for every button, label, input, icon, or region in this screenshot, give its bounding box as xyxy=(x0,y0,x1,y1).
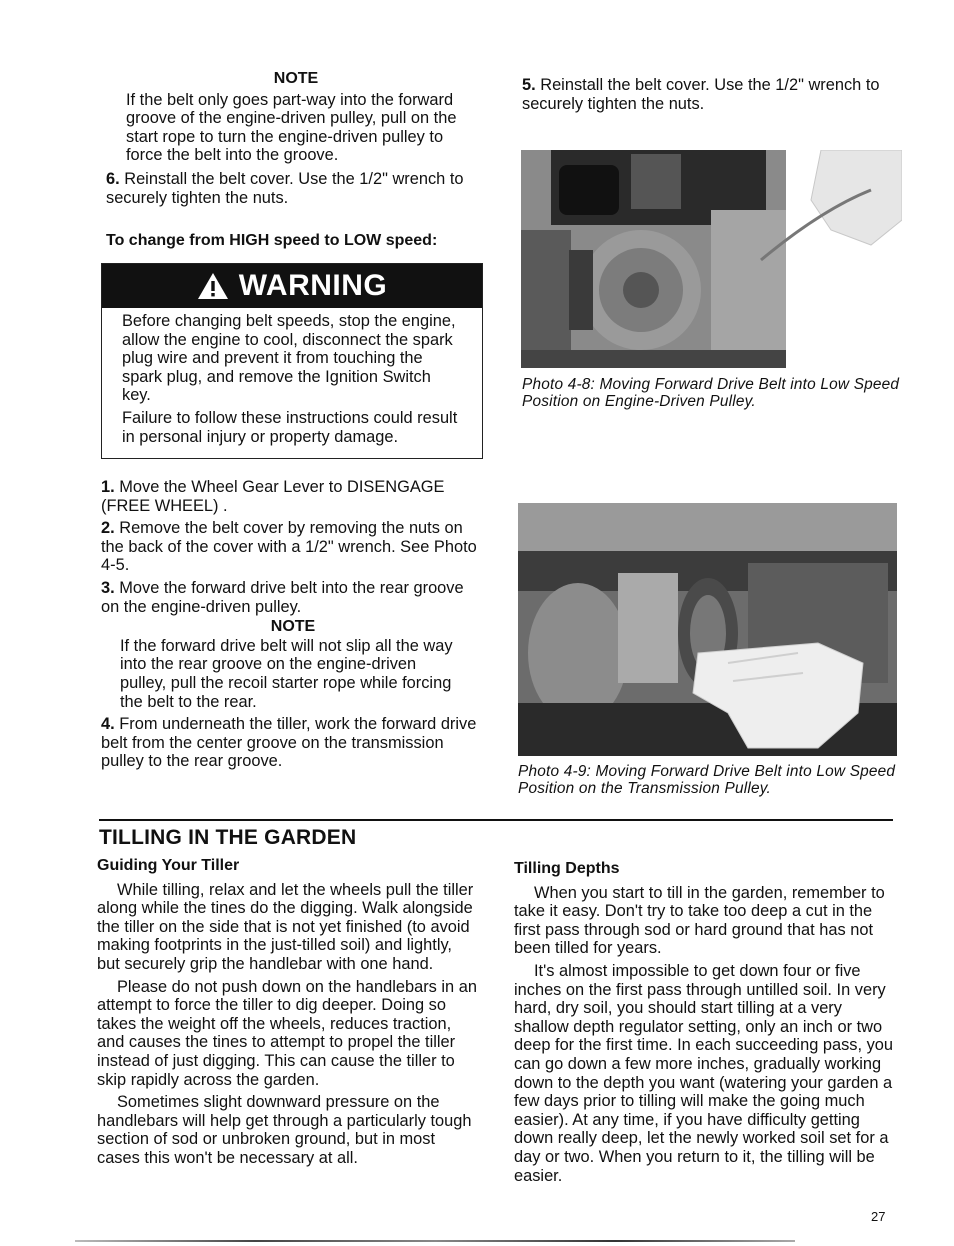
step-body: Move the Wheel Gear Lever to DISENGAGE (FREE WHEEL) . xyxy=(101,478,445,515)
warning-text-1: Before changing belt speeds, stop the engine, allow the engine to cool, disconnect the spark plug wire and prevent it from touching the spark plug, and remove the Ignition Switch key. xyxy=(122,312,456,405)
note-heading: NOTE xyxy=(270,618,316,636)
step-text xyxy=(522,76,906,113)
depths-paragraph-1: When you start to till in the garden, remember to take it easy. Don't try to take too deep a cut in the first pass through sod or hard ground that has not been tilled for years. xyxy=(514,883,885,958)
step-body: Reinstall the belt cover. Use the 1/2" wrench to securely tighten the nuts. xyxy=(522,76,880,113)
step-4 xyxy=(101,715,485,771)
steps-list xyxy=(101,478,485,771)
step-body: From underneath the tiller, work the forward drive belt from the center groove on the transmission pulley to the rear groove. xyxy=(101,715,477,771)
warning-box xyxy=(101,263,483,459)
warning-title: WARNING xyxy=(238,268,388,302)
step-number: 5. xyxy=(522,76,536,94)
guiding-paragraph-1: While tilling, relax and let the wheels pull the tiller along while the tines do the digging. Walk alongside the tiller on the side that is not yet finished (to avoid making footprints in the just-tilled soil) and lightly, but securely grip the handlebar with one hand. xyxy=(97,880,474,973)
photo-4-8-caption: Photo 4-8: Moving Forward Drive Belt into Low Speed Position on Engine-Driven Pulley. xyxy=(522,376,900,410)
step-5 xyxy=(522,76,906,113)
step-text xyxy=(106,170,488,207)
warning-banner xyxy=(102,264,482,308)
photo-4-8-engine-pulley xyxy=(521,150,902,368)
photo-4-9-transmission-pulley xyxy=(518,503,897,756)
depths-column xyxy=(514,860,894,1185)
step-number: 1. xyxy=(101,478,115,496)
guiding-paragraph-2: Please do not push down on the handlebars in an attempt to force the tiller to dig deeper. Doing so takes the weight off the wheels, reduces traction, and causes the tines to attempt to propel the tiller instead of just digging. This can cause the tiller to skip rapidly across the garden. xyxy=(97,977,477,1089)
page-number: 27 xyxy=(871,1209,886,1224)
note-heading: NOTE xyxy=(273,70,319,87)
guiding-column xyxy=(97,857,479,1168)
step-1 xyxy=(101,478,485,515)
depths-heading: Tilling Depths xyxy=(514,860,620,877)
step-2 xyxy=(101,519,485,575)
guiding-paragraph-3: Sometimes slight downward pressure on the handlebars will help get through a particularly tough section of sod or unbroken ground, but in most cases this won't be necessary at all. xyxy=(97,1093,472,1167)
depths-paragraph-2: It's almost impossible to get down four or five inches on the first pass through untilled soil. In very hard, dry soil, you should start tilling at a very shallow depth regulator setting, only an inch or two deep for the first time. In each succeeding pass, you can go down a few more inches, gradually working down to the depth you want (watering your garden a few days prior to tilling will make the going much easier). At any time, if you have difficulty getting down really deep, let the newly worked soil set for a day or two. When you return to it, the tilling will be easier. xyxy=(514,961,894,1185)
note-text: If the belt only goes part-way into the forward groove of the engine-driven pulley, pull on the start rope to turn the engine-driven pulley to force the belt into the groove. xyxy=(126,90,457,165)
note-text: If the forward drive belt will not slip all the way into the rear groove on the engine-driven pulley, pull the recoil starter rope while forcing the belt to the rear. xyxy=(120,636,453,711)
guiding-heading: Guiding Your Tiller xyxy=(97,857,240,874)
section-divider xyxy=(99,819,893,821)
step-3 xyxy=(101,579,485,616)
bottom-edge-line xyxy=(75,1240,795,1242)
step-body: Reinstall the belt cover. Use the 1/2" wrench to securely tighten the nuts. xyxy=(106,170,464,207)
step-body: Remove the belt cover by removing the nuts on the back of the cover with a 1/2" wrench. See Photo 4-5. xyxy=(101,519,477,575)
step-number: 6. xyxy=(106,170,120,188)
warning-text-2: Failure to follow these instructions could result in personal injury or property damage. xyxy=(122,408,458,446)
high-to-low-heading: To change from HIGH speed to LOW speed: xyxy=(106,232,438,249)
warning-triangle-icon xyxy=(197,272,229,300)
section-title: TILLING IN THE GARDEN xyxy=(99,826,357,849)
note-1 xyxy=(106,70,486,165)
step-number: 4. xyxy=(101,715,115,734)
step-6 xyxy=(106,170,488,207)
step-body: Move the forward drive belt into the rear groove on the engine-driven pulley. xyxy=(101,578,464,616)
photo-4-9-caption: Photo 4-9: Moving Forward Drive Belt into Low Speed Position on the Transmission Pulley. xyxy=(518,763,896,797)
step-number: 3. xyxy=(101,578,115,597)
step-number: 2. xyxy=(101,519,115,538)
